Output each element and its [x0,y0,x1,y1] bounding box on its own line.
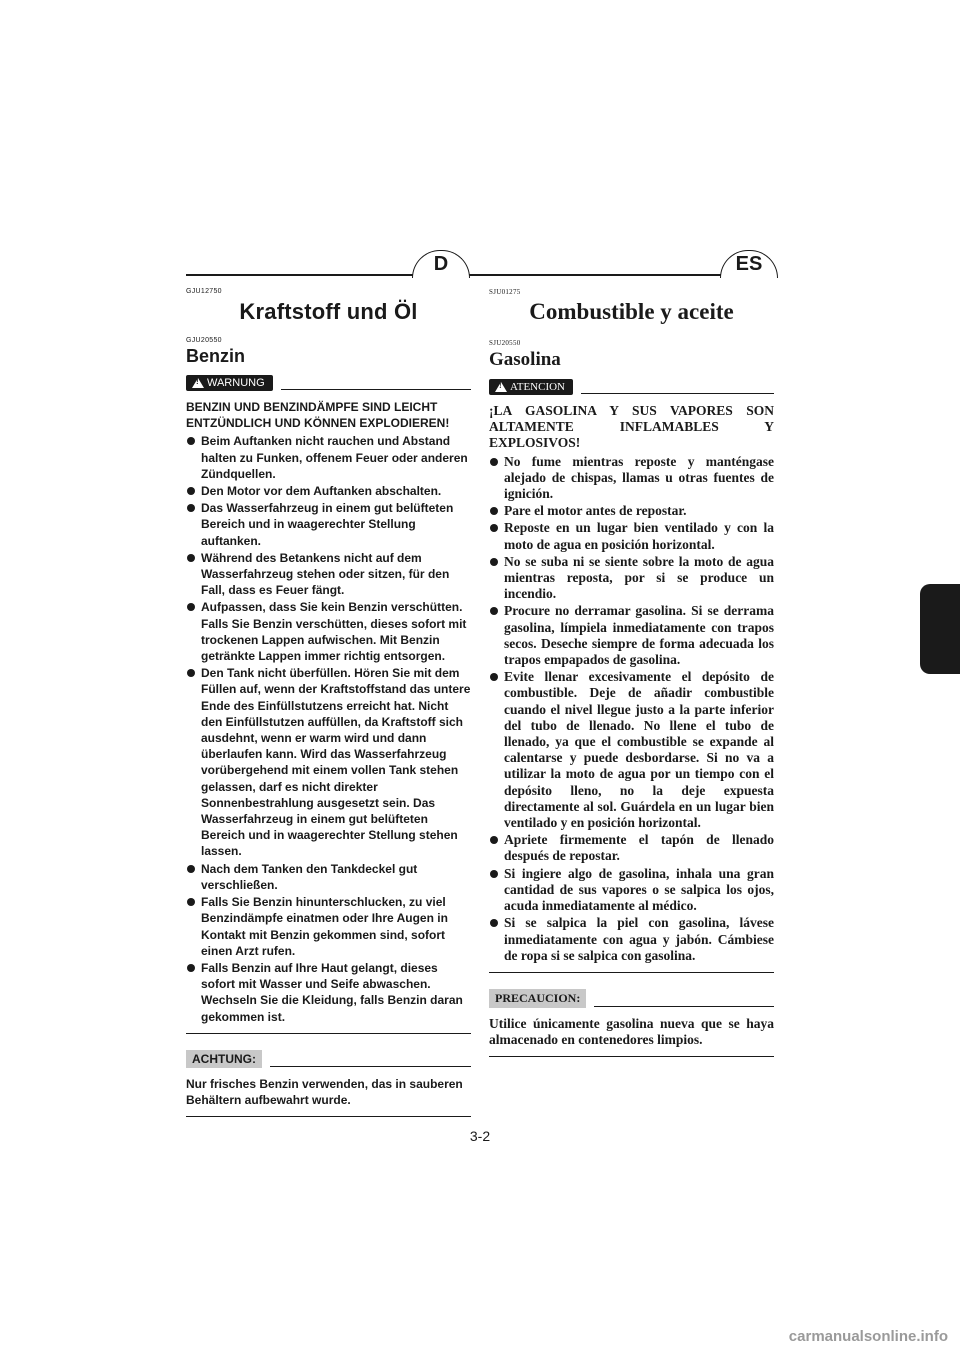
list-item-text: Evite llenar excesivamente el depósito de combustible. Deje de añadir combustible cuando el nivel llegue justo a la parte inferior del tubo de llenado. No llene el tubo de llenado, ya que el combustible se expande al calentarse y puede desbordarse. Si no va a utilizar la moto de agua por un tiempo con el depósito lleno, no la deje expuesta directamente al sol. Guárdela en un lugar bien ventilado y en posición horizontal. [504,669,774,831]
subsection-title: Benzin [186,346,246,366]
subsection-code: SJU20550 [489,339,521,347]
list-item-text: Aufpassen, dass Sie kein Benzin verschütten. Falls Sie Benzin verschütten, dieses sofort mit trockenen Lappen aufwischen. Mit Benzin getränkte Lappen immer richtig entsorgen. [201,600,467,664]
list-item-text: Das Wasserfahrzeug in einem gut belüfteten Bereich und in waagerechter Stellung auftanken. [201,501,454,548]
warning-header [186,375,471,391]
warning-body [489,403,774,964]
bullet-icon [187,603,195,611]
warning-label [186,375,273,391]
warning-intro: BENZIN UND BENZINDÄMPFE SIND LEICHT ENTZÜNDLICH UND KÖNNEN EXPLODIEREN! [186,400,450,431]
list-item [489,603,774,668]
list-item [186,599,471,664]
list-item-text: Si ingiere algo de gasolina, inhala una gran cantidad de sus vapores o se salpica los ojos, acuda inmediatamente al médico. [504,865,774,914]
divider [489,1056,774,1057]
list-item-text: Pare el motor antes de repostar. [504,503,687,519]
divider [281,389,471,390]
bullet-icon [490,524,498,532]
list-item [186,894,471,959]
list-item [186,483,471,499]
warning-triangle-icon [192,378,204,388]
bullet-icon [187,554,195,562]
warning-body [186,399,471,1025]
warning-triangle-icon [495,382,507,392]
caution-text: Utilice únicamente gasolina nueva que se haya almacenado en contenedores limpios. [489,1015,774,1048]
section-code: GJU12750 [186,288,222,295]
warning-list [489,454,774,964]
bullet-icon [490,836,498,844]
bullet-icon [490,870,498,878]
list-item [186,433,471,482]
caution-text: Nur frisches Benzin verwenden, das in sauberen Behältern aufbewahrt wurde. [186,1076,463,1107]
bullet-icon [490,558,498,566]
list-item [489,520,774,552]
divider [186,1116,471,1117]
language-tab-es: ES [720,250,778,278]
section-code: SJU01275 [489,288,521,296]
warning-label-text: ATENCION [510,381,565,393]
section-title: Combustible y aceite [529,299,734,324]
bullet-icon [187,898,195,906]
list-item-text: Den Tank nicht überfüllen. Hören Sie mit dem Füllen auf, wenn der Kraftstoffstand das untere Ende des Einfüllstutzens erreicht hat. Nicht den Einfüllstutzen auffüllen, da Kraftstoff sich ausdehnt, wenn er warm wird und dann überlaufen kann. Wird das Wasserfahrzeug vorübergehend mit einem vollen Tank stehen gelassen, darf es nicht direkter Sonnenbestrahlung ausgesetzt sein. Das Wasserfahrzeug in einem gut belüfteten Bereich und in waagerechter Stellung stehen lassen. [201,666,471,859]
list-item-text: Procure no derramar gasolina. Si se derrama gasolina, límpiela inmediatamente con trapos secos. Deseche siempre de forma adecuada los trapos empapados de gasolina. [504,603,774,668]
list-item-text: No se suba ni se siente sobre la moto de agua mientras reposta, por si se produce un incendio. [504,553,774,602]
bullet-icon [187,504,195,512]
list-item [186,665,471,859]
bullet-icon [490,673,498,681]
list-item [489,554,774,603]
warning-header [489,379,774,395]
warning-list [186,433,471,1024]
list-item-text: Reposte en un lugar bien ventilado y con la moto de agua en posición horizontal. [504,520,774,552]
subsection-code: GJU20550 [186,337,222,344]
list-item-text: Während des Betankens nicht auf dem Wasserfahrzeug stehen oder sitzen, für den Fall, dass es Feuer fängt. [201,550,450,598]
bullet-icon [187,437,195,445]
list-item [186,960,471,1025]
bullet-icon [187,487,195,495]
list-item-text: Si se salpica la piel con gasolina, lávese inmediatamente con agua y jabón. Cámbiese de ropa si se salpica con gasolina. [504,915,774,963]
section-title: Kraftstoff und Öl [239,299,418,324]
bullet-icon [490,607,498,615]
list-item-text: Den Motor vor dem Auftanken abschalten. [201,484,442,499]
watermark: carmanualsonline.info [788,1328,948,1345]
spanish-column [489,284,774,1073]
divider [594,1006,774,1007]
list-item [489,669,774,831]
divider [581,393,774,394]
bullet-icon [490,919,498,927]
caution-header [186,1050,471,1068]
warning-label [489,379,573,395]
list-item-text: Falls Benzin auf Ihre Haut gelangt, dieses sofort mit Wasser und Seife abwaschen. Wechseln Sie die Kleidung, falls Benzin daran gekommen ist. [201,960,463,1024]
divider [489,972,774,973]
list-item [186,550,471,599]
subsection-title: Gasolina [489,349,561,370]
list-item [489,832,774,864]
list-item-text: Nach dem Tanken den Tankdeckel gut verschließen. [201,861,418,892]
page-number: 3-2 [469,1128,491,1144]
bullet-icon [490,458,498,466]
header-rule [186,274,776,276]
warning-intro: ¡LA GASOLINA Y SUS VAPORES SON ALTAMENTE INFLAMABLES Y EXPLOSIVOS! [489,403,774,451]
caution-header [489,989,774,1008]
list-item-text: Apriete firmemente el tapón de llenado después de repostar. [504,832,774,864]
list-item [489,866,774,915]
list-item [489,503,774,519]
list-item-text: No fume mientras reposte y manténgase alejado de chispas, llamas u otras fuentes de ignición. [504,453,774,502]
caution-label: PRECAUCION: [489,989,586,1008]
german-column [186,284,471,1133]
bullet-icon [187,669,195,677]
list-item-text: Beim Auftanken nicht rauchen und Abstand halten zu Funken, offenem Feuer oder anderen Zündquellen. [201,434,468,481]
bullet-icon [490,507,498,515]
list-item [186,500,471,549]
bullet-icon [187,964,195,972]
divider [186,1033,471,1034]
bullet-icon [187,865,195,873]
caution-label: ACHTUNG: [186,1050,262,1068]
chapter-thumb-tab [920,584,960,674]
list-item-text: Falls Sie Benzin hinunterschlucken, zu viel Benzindämpfe einatmen oder Ihre Augen in Kontakt mit Benzin gekommen sind, sofort einen Arzt rufen. [201,895,448,958]
list-item [186,861,471,893]
warning-label-text: WARNUNG [207,377,265,389]
divider [270,1066,471,1067]
language-tab-de: D [412,250,470,278]
list-item [489,915,774,964]
list-item [489,454,774,503]
